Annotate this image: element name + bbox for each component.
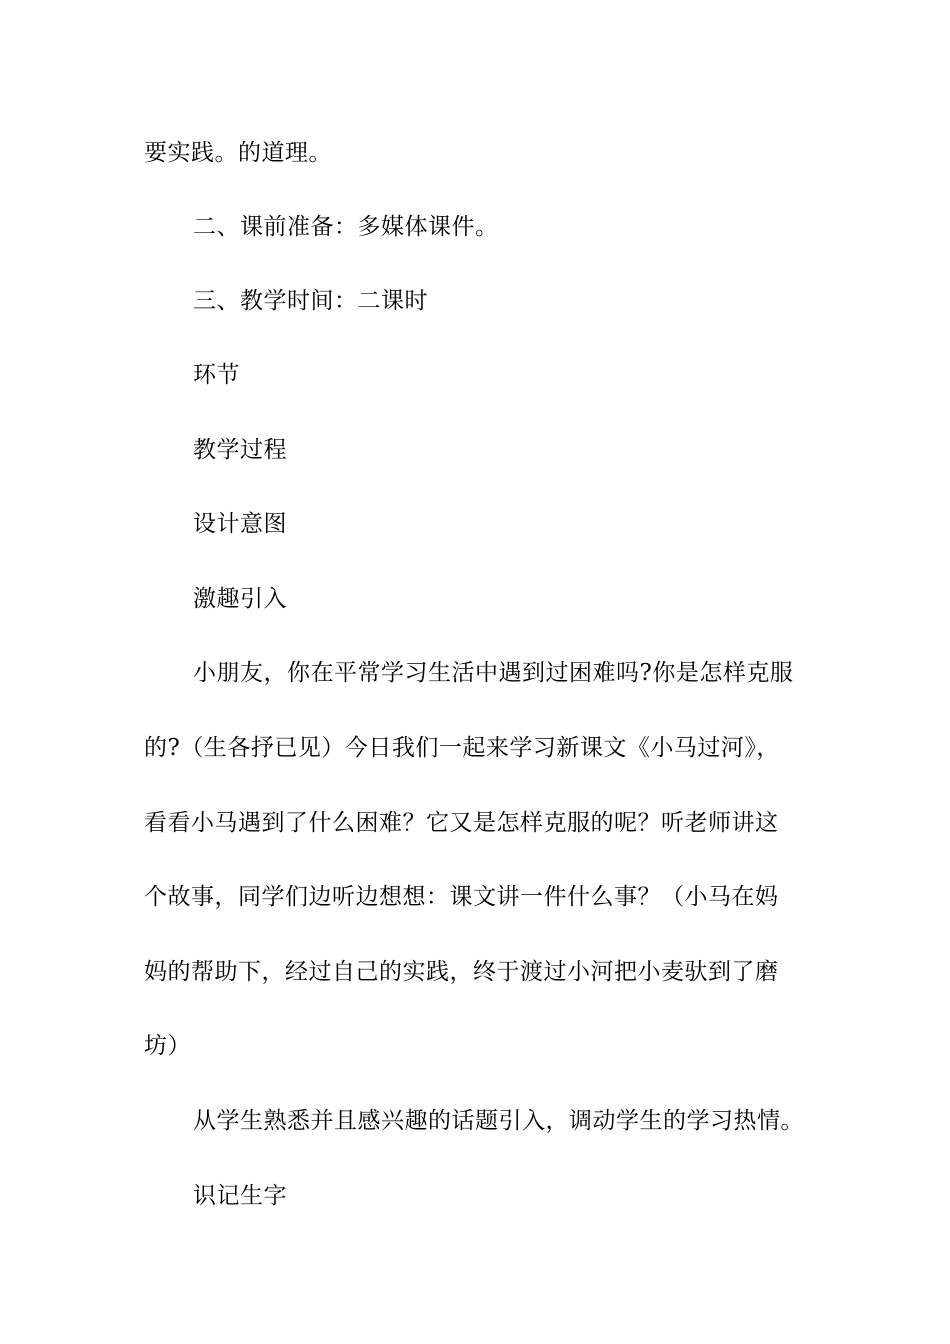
paragraph-line: 小朋友，你在平常学习生活中遇到过困难吗?你是怎样克服 [193, 660, 794, 686]
paragraph-line: 个故事，同学们边听边想想：课文讲一件什么事？（小马在妈 [144, 884, 779, 910]
section-heading-preparation: 二、课前准备：多媒体课件。 [193, 214, 499, 240]
label-design-intent: 设计意图 [193, 511, 287, 537]
label-stage-characters: 识记生字 [193, 1183, 287, 1209]
paragraph-line: 妈的帮助下，经过自己的实践，终于渡过小河把小麦驮到了磨 [144, 959, 779, 985]
paragraph-line: 看看小马遇到了什么困难？它又是怎样克服的呢？听老师讲这 [144, 810, 779, 836]
paragraph-line: 坊） [144, 1033, 191, 1059]
text-line: 要实践。的道理。 [144, 140, 332, 166]
design-intent-text: 从学生熟悉并且感兴趣的话题引入，调动学生的学习热情。 [193, 1108, 804, 1134]
paragraph-line: 的?（生各抒已见）今日我们一起来学习新课文《小马过河》， [144, 735, 780, 761]
label-teaching-process: 教学过程 [193, 437, 287, 463]
section-heading-time: 三、教学时间：二课时 [193, 288, 428, 314]
label-stage-intro: 激趣引入 [193, 586, 287, 612]
label-stage: 环节 [193, 362, 240, 388]
